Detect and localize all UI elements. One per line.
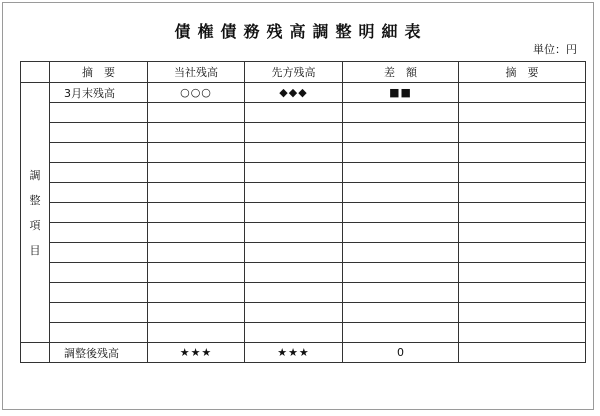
side-label-cell — [21, 83, 50, 343]
table-row — [21, 323, 586, 343]
table-row — [21, 143, 586, 163]
table-row — [21, 123, 586, 143]
closing-counterparty-balance: ★★★ — [245, 343, 343, 363]
reconciliation-table — [20, 61, 586, 363]
header-counterparty-balance: 先方残高 — [245, 62, 343, 83]
opening-company-balance: ○○○ — [148, 83, 245, 103]
table-header-row — [21, 62, 586, 83]
closing-remarks — [459, 343, 586, 363]
closing-difference: 0 — [343, 343, 459, 363]
opening-difference: ■■ — [343, 83, 459, 103]
header-blank — [21, 62, 50, 83]
table-row-closing — [21, 343, 586, 363]
side-label-char: 項 — [29, 218, 41, 232]
opening-counterparty-balance: ◆◆◆ — [245, 83, 343, 103]
table-row — [21, 223, 586, 243]
side-label-char: 目 — [29, 243, 41, 257]
unit-label: 単位：円 — [533, 43, 577, 56]
table-row — [21, 263, 586, 283]
table-row — [21, 243, 586, 263]
opening-label: 3月末残高 — [50, 83, 148, 103]
side-label-char: 調 — [29, 168, 41, 182]
table-row — [21, 203, 586, 223]
document-sheet — [2, 2, 594, 410]
table-row — [21, 303, 586, 323]
table-row — [21, 103, 586, 123]
closing-label: 調整後残高 — [50, 343, 148, 363]
header-remarks: 摘 要 — [459, 62, 586, 83]
adjustment-items-label — [30, 163, 41, 263]
document-title: 債権債務残高調整明細表 — [174, 22, 428, 41]
table-row — [21, 163, 586, 183]
header-difference: 差 額 — [343, 62, 459, 83]
side-label-char: 整 — [29, 193, 41, 207]
header-company-balance: 当社残高 — [148, 62, 245, 83]
table-row — [21, 283, 586, 303]
closing-company-balance: ★★★ — [148, 343, 245, 363]
header-description: 摘 要 — [50, 62, 148, 83]
closing-side-cell — [21, 343, 50, 363]
opening-remarks — [459, 83, 586, 103]
table-row-opening — [21, 83, 586, 103]
table-row — [21, 183, 586, 203]
